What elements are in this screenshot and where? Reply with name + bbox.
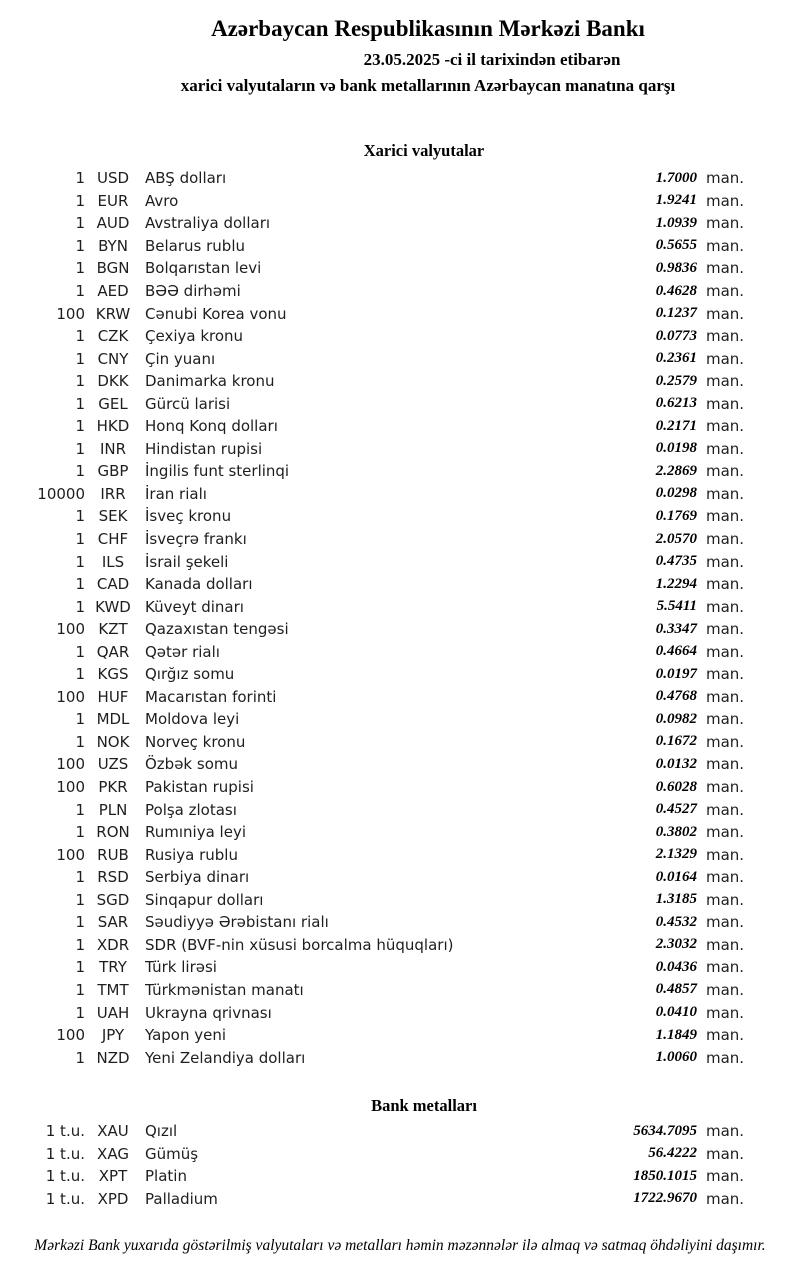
- currency-row-name: ABŞ dolları: [145, 169, 227, 188]
- metal-row-quantity: 1 t.u.: [45, 1144, 85, 1163]
- currency-row-name: İsveçrə frankı: [145, 530, 247, 549]
- currency-row-rate: 2.0570: [655, 530, 697, 547]
- currency-row: [0, 370, 800, 393]
- currency-row: [0, 325, 800, 348]
- currency-row-code: KRW: [95, 304, 131, 323]
- currency-row: [0, 280, 800, 303]
- currency-row-unit: man.: [706, 687, 745, 706]
- currency-row-rate: 0.1672: [655, 733, 697, 750]
- currency-row-code: ILS: [101, 552, 125, 571]
- currency-row-quantity: 1: [75, 259, 85, 278]
- currency-row-unit: man.: [706, 1003, 745, 1022]
- bulletin-subtitle: xarici valyutaların və bank metallarının Azərbaycan manatına qarşı: [180, 76, 676, 95]
- currency-row: [0, 708, 800, 731]
- currency-row-code: QAR: [96, 642, 130, 661]
- currency-row-code: RON: [96, 823, 130, 842]
- currency-row-quantity: 1: [75, 665, 85, 684]
- metal-row-code: XPT: [98, 1167, 128, 1186]
- currency-row: [0, 618, 800, 641]
- currency-row-quantity: 100: [56, 845, 85, 864]
- currency-row-code: NOK: [96, 732, 130, 751]
- metal-row-rate: 5634.7095: [633, 1122, 697, 1139]
- currency-row-name: İsrail şekeli: [145, 552, 229, 571]
- currency-row-name: Özbək somu: [145, 755, 238, 774]
- currency-row-code: XDR: [96, 935, 130, 954]
- currency-row-name: İran rialı: [145, 484, 207, 503]
- currency-row-quantity: 1: [75, 530, 85, 549]
- metal-row: [0, 1165, 800, 1188]
- currency-row-code: TMT: [97, 980, 129, 999]
- currency-row-unit: man.: [706, 710, 745, 729]
- currency-row: [0, 438, 800, 461]
- currency-row-rate: 0.0298: [655, 485, 697, 502]
- currency-row-quantity: 1: [75, 868, 85, 887]
- currency-row-rate: 0.0132: [655, 755, 697, 772]
- currency-row-unit: man.: [706, 282, 745, 300]
- currency-row-unit: man.: [706, 778, 745, 797]
- currency-row-quantity: 1: [75, 913, 85, 932]
- currency-row-code: CHF: [97, 530, 129, 549]
- currency-row-code: GEL: [98, 394, 128, 413]
- currency-row-rate: 0.4527: [655, 801, 697, 818]
- currency-row-unit: man.: [706, 372, 745, 391]
- currency-row-unit: man.: [706, 620, 745, 639]
- currency-row-unit: man.: [706, 417, 745, 436]
- currency-row-code: RSD: [97, 868, 129, 887]
- currency-row-rate: 0.0164: [655, 868, 697, 885]
- currency-row-name: Rusiya rublu: [145, 845, 238, 864]
- currency-row-quantity: 100: [56, 620, 85, 639]
- metal-row-rate: 1850.1015: [633, 1167, 697, 1184]
- currency-row-rate: 2.3032: [655, 936, 697, 953]
- currency-row-rate: 1.2294: [655, 575, 697, 592]
- currency-row-name: Yapon yeni: [145, 1026, 227, 1045]
- currency-row: [0, 392, 800, 415]
- currency-row: [0, 731, 800, 754]
- currency-row-rate: 1.1849: [655, 1026, 697, 1043]
- currency-row: [0, 573, 800, 596]
- currency-row-quantity: 1: [75, 823, 85, 842]
- currency-row-rate: 0.3802: [655, 823, 697, 840]
- currency-row-unit: man.: [706, 868, 745, 887]
- currency-row: [0, 415, 800, 438]
- bank-title: Azərbaycan Respublikasının Mərkəzi Bankı: [211, 16, 645, 41]
- currency-row-quantity: 1: [75, 462, 85, 481]
- currency-row-name: Hindistan rupisi: [145, 439, 263, 458]
- currency-row-code: PLN: [98, 800, 128, 819]
- currency-row-quantity: 1: [75, 282, 85, 300]
- currency-row-quantity: 1: [75, 372, 85, 391]
- currency-row: [0, 956, 800, 979]
- currency-row-unit: man.: [706, 1048, 745, 1067]
- metal-row-name: Qızıl: [145, 1122, 178, 1141]
- currency-row-unit: man.: [706, 552, 745, 571]
- currency-row-rate: 0.0982: [655, 710, 697, 727]
- currency-row-unit: man.: [706, 935, 745, 954]
- currency-row-quantity: 1: [75, 732, 85, 751]
- currency-row-quantity: 1: [75, 890, 85, 909]
- currency-row-rate: 2.1329: [655, 846, 697, 863]
- currency-row: [0, 257, 800, 280]
- currency-row: [0, 663, 800, 686]
- currency-row-name: İngilis funt sterlinqi: [145, 462, 290, 481]
- currency-row-code: NZD: [96, 1048, 130, 1067]
- currency-row-unit: man.: [706, 575, 745, 594]
- metal-row-unit: man.: [706, 1122, 745, 1141]
- currency-row-name: Qətər rialı: [145, 642, 220, 661]
- currency-row-name: Pakistan rupisi: [145, 778, 254, 797]
- currency-row: [0, 302, 800, 325]
- currency-row-rate: 0.3347: [655, 620, 697, 637]
- currency-row-rate: 0.4857: [655, 981, 697, 998]
- currency-row-rate: 1.9241: [655, 192, 697, 209]
- currency-row-quantity: 100: [56, 687, 85, 706]
- currency-row-quantity: 1: [75, 958, 85, 977]
- currency-row-unit: man.: [706, 823, 745, 842]
- currency-row-name: Avstraliya dolları: [145, 214, 271, 233]
- metal-row-quantity: 1 t.u.: [45, 1122, 85, 1141]
- currency-row-name: Rumıniya leyi: [145, 823, 246, 842]
- currency-row-rate: 0.5655: [655, 237, 697, 254]
- currency-row: [0, 483, 800, 506]
- currency-row-quantity: 1: [75, 169, 85, 188]
- currency-row-code: RUB: [97, 845, 129, 864]
- currency-row-rate: 0.0410: [655, 1004, 697, 1020]
- currency-row-name: Danimarka kronu: [145, 372, 275, 391]
- currency-row-name: Qırğız somu: [145, 665, 235, 684]
- currency-row-name: Serbiya dinarı: [145, 868, 250, 887]
- currency-row: [0, 979, 800, 1002]
- currency-row-name: SDR (BVF-nin xüsusi borcalma hüquqları): [145, 935, 454, 954]
- currency-row-quantity: 1: [75, 980, 85, 999]
- currency-row-name: Səudiyyə Ərəbistanı rialı: [145, 913, 329, 932]
- currency-row-code: IRR: [100, 484, 126, 503]
- currency-row-code: BYN: [98, 236, 128, 255]
- metal-row-code: XPD: [97, 1189, 129, 1208]
- currency-row-name: Moldova leyi: [145, 710, 240, 729]
- currency-row-unit: man.: [706, 327, 745, 346]
- currency-row-quantity: 10000: [37, 484, 85, 503]
- currency-row-name: Çexiya kronu: [145, 327, 244, 346]
- currency-row-code: UAH: [96, 1003, 130, 1022]
- metal-row-rate: 1722.9670: [633, 1190, 697, 1207]
- currency-row-rate: 0.0198: [655, 440, 697, 457]
- currency-row-quantity: 1: [75, 507, 85, 526]
- currency-row-unit: man.: [706, 980, 745, 999]
- currency-row-unit: man.: [706, 665, 745, 684]
- currency-row-name: Gürcü larisi: [145, 394, 231, 413]
- currency-row-name: Bolqarıstan levi: [145, 259, 262, 278]
- metal-row: [0, 1143, 800, 1166]
- currency-row-unit: man.: [706, 890, 745, 909]
- currency-row: [0, 212, 800, 235]
- currency-row: [0, 1001, 800, 1024]
- currency-row-name: BƏƏ dirhəmi: [145, 282, 241, 300]
- currency-row: [0, 505, 800, 528]
- metal-row-code: XAU: [97, 1122, 129, 1141]
- currency-row: [0, 167, 800, 190]
- currency-row-unit: man.: [706, 394, 745, 413]
- currency-row-rate: 0.6213: [655, 395, 697, 412]
- currency-row-rate: 1.7000: [655, 169, 697, 186]
- currency-row-rate: 5.5411: [656, 598, 697, 615]
- currency-row-unit: man.: [706, 236, 745, 255]
- metal-row-code: XAG: [97, 1144, 129, 1163]
- currency-row-unit: man.: [706, 530, 745, 549]
- currency-row-code: INR: [99, 439, 127, 458]
- currency-row: [0, 235, 800, 258]
- currency-row-unit: man.: [706, 214, 745, 233]
- currency-row-quantity: 1: [75, 191, 85, 210]
- currency-row-rate: 0.6028: [655, 778, 697, 795]
- currency-row-rate: 0.0197: [655, 665, 697, 682]
- footer-disclaimer: Mərkəzi Bank yuxarıda göstərilmiş valyutaları və metalları həmin məzənnələr ilə almaq və satmaq öhdəliyini daşımır.: [34, 1237, 766, 1254]
- currency-row-unit: man.: [706, 349, 745, 368]
- currency-row-code: SEK: [98, 507, 128, 526]
- currency-row-rate: 2.2869: [655, 462, 697, 479]
- currency-row-rate: 1.0060: [655, 1049, 697, 1066]
- currency-row-name: Cənubi Korea vonu: [145, 304, 287, 323]
- currency-row-unit: man.: [706, 484, 745, 503]
- currency-row-code: EUR: [97, 191, 129, 210]
- currency-row-name: Macarıstan forinti: [145, 687, 277, 706]
- currency-row-unit: man.: [706, 913, 745, 932]
- effective-date-line: 23.05.2025 -ci il tarixindən etibarən: [363, 50, 621, 69]
- currency-row-unit: man.: [706, 259, 745, 278]
- currency-row: [0, 1046, 800, 1069]
- currency-row-rate: 0.1237: [655, 305, 697, 322]
- currency-row-rate: 0.2579: [655, 372, 697, 389]
- currency-row: [0, 1024, 800, 1047]
- currency-row-unit: man.: [706, 304, 745, 323]
- currency-row-code: CNY: [97, 349, 129, 368]
- currency-row-quantity: 100: [56, 1026, 85, 1045]
- currency-row-quantity: 1: [75, 800, 85, 819]
- currency-row-quantity: 1: [75, 1048, 85, 1067]
- currency-row-code: BGN: [96, 259, 130, 278]
- currency-row-rate: 0.4735: [655, 553, 697, 570]
- currency-row-rate: 0.0436: [655, 958, 697, 975]
- currency-row-rate: 0.2171: [655, 417, 697, 434]
- currency-row-name: Ukrayna qrivnası: [145, 1003, 272, 1022]
- metal-row-name: Platin: [145, 1167, 187, 1186]
- metal-row-name: Gümüş: [145, 1144, 199, 1163]
- currency-row: [0, 911, 800, 934]
- currency-row: [0, 640, 800, 663]
- currency-row: [0, 347, 800, 370]
- metal-row-rate: 56.4222: [648, 1145, 697, 1162]
- currency-row-quantity: 1: [75, 710, 85, 729]
- currency-row-quantity: 1: [75, 439, 85, 458]
- currency-row-rate: 0.1769: [655, 507, 697, 524]
- currencies-table: [0, 167, 800, 1069]
- currency-row-name: İsveç kronu: [145, 507, 232, 526]
- currency-row: [0, 550, 800, 573]
- currency-row-rate: 0.4664: [655, 643, 697, 660]
- currency-row-name: Küveyt dinarı: [145, 597, 244, 616]
- currency-row: [0, 686, 800, 709]
- currency-row-code: HUF: [97, 687, 129, 706]
- currency-row-rate: 1.3185: [655, 891, 697, 908]
- currency-row-name: Belarus rublu: [145, 236, 246, 255]
- currency-row-code: DKK: [97, 372, 129, 391]
- currency-row-code: USD: [96, 169, 130, 188]
- currency-row-quantity: 1: [75, 552, 85, 571]
- currency-row: [0, 528, 800, 551]
- currency-row-rate: 0.4532: [655, 913, 697, 930]
- currency-row-unit: man.: [706, 732, 745, 751]
- currency-row-unit: man.: [706, 191, 745, 210]
- currency-row-unit: man.: [706, 507, 745, 526]
- currency-row: [0, 776, 800, 799]
- currency-row-name: Avro: [145, 191, 179, 210]
- metal-row: [0, 1188, 800, 1211]
- currency-row-quantity: 1: [75, 575, 85, 594]
- currency-row-rate: 0.4628: [655, 282, 697, 299]
- metal-row-quantity: 1 t.u.: [45, 1189, 85, 1208]
- currency-row: [0, 843, 800, 866]
- metal-row-unit: man.: [706, 1167, 745, 1186]
- currency-row-quantity: 1: [75, 236, 85, 255]
- currency-row-rate: 0.9836: [655, 259, 697, 276]
- currency-row-unit: man.: [706, 462, 745, 481]
- currency-row-code: SGD: [96, 890, 130, 909]
- currency-row-name: Çin yuanı: [145, 349, 216, 368]
- currency-row-code: TRY: [99, 958, 127, 977]
- currency-row-name: Türkmənistan manatı: [145, 980, 304, 999]
- currency-row-name: Sinqapur dolları: [145, 890, 264, 909]
- currency-row: [0, 866, 800, 889]
- currency-row: [0, 889, 800, 912]
- currency-row-rate: 1.0939: [655, 214, 697, 231]
- currency-row-quantity: 1: [75, 394, 85, 413]
- currency-row-quantity: 100: [56, 755, 85, 774]
- currency-row-code: CZK: [97, 327, 129, 346]
- currency-row-code: JPY: [101, 1026, 125, 1045]
- currency-row-name: Türk lirəsi: [145, 958, 217, 977]
- currency-row-unit: man.: [706, 439, 745, 458]
- currency-row-name: Kanada dolları: [145, 575, 253, 594]
- currency-row-code: AUD: [96, 214, 130, 233]
- metal-row-name: Palladium: [145, 1189, 218, 1208]
- currency-row-code: GBP: [97, 462, 129, 481]
- currency-row-code: UZS: [97, 755, 129, 774]
- currency-row: [0, 798, 800, 821]
- currency-row-quantity: 1: [75, 417, 85, 436]
- currency-row-unit: man.: [706, 169, 745, 188]
- metal-row-unit: man.: [706, 1144, 745, 1163]
- currency-row-name: Qazaxıstan tengəsi: [145, 620, 289, 639]
- currency-row-code: KWD: [95, 597, 131, 616]
- currency-row-quantity: 1: [75, 327, 85, 346]
- currency-row-quantity: 1: [75, 349, 85, 368]
- currency-row: [0, 595, 800, 618]
- currency-row: [0, 460, 800, 483]
- currency-row-rate: 0.4768: [655, 688, 697, 705]
- currency-row-code: KGS: [97, 665, 129, 684]
- metals-section-title: Bank metalları: [371, 1096, 477, 1115]
- currency-row-code: PKR: [98, 778, 128, 797]
- currency-row-quantity: 1: [75, 1003, 85, 1022]
- currency-row-quantity: 1: [75, 597, 85, 616]
- currency-row-name: Honq Konq dolları: [145, 417, 278, 436]
- currency-row-code: MDL: [96, 710, 130, 729]
- currency-row-code: HKD: [96, 417, 130, 436]
- currency-row-code: SAR: [97, 913, 129, 932]
- currency-row: [0, 821, 800, 844]
- currency-row-quantity: 1: [75, 935, 85, 954]
- currency-row-name: Yeni Zelandiya dolları: [145, 1048, 306, 1067]
- currency-row-quantity: 100: [56, 778, 85, 797]
- metals-table: [0, 1120, 800, 1210]
- currency-row-unit: man.: [706, 642, 745, 661]
- currency-row-unit: man.: [706, 1026, 745, 1045]
- currency-row-code: AED: [97, 282, 129, 300]
- currency-row-quantity: 100: [56, 304, 85, 323]
- metal-row: [0, 1120, 800, 1143]
- currency-row-rate: 0.2361: [655, 350, 697, 367]
- metal-row-quantity: 1 t.u.: [45, 1167, 85, 1186]
- currency-row-quantity: 1: [75, 642, 85, 661]
- currencies-section-title: Xarici valyutalar: [363, 141, 485, 160]
- currency-row-unit: man.: [706, 800, 745, 819]
- currency-row-name: Polşa zlotası: [145, 800, 237, 819]
- currency-row-unit: man.: [706, 845, 745, 864]
- currency-row-unit: man.: [706, 755, 745, 774]
- currency-row: [0, 753, 800, 776]
- currency-row-name: Norveç kronu: [145, 732, 246, 751]
- currency-row-unit: man.: [706, 958, 745, 977]
- metal-row-unit: man.: [706, 1189, 745, 1208]
- currency-row-code: CAD: [96, 575, 130, 594]
- currency-row-rate: 0.0773: [655, 327, 697, 344]
- currency-row-unit: man.: [706, 597, 745, 616]
- currency-row-code: KZT: [98, 620, 128, 639]
- currency-row: [0, 190, 800, 213]
- currency-row-quantity: 1: [75, 214, 85, 233]
- currency-row: [0, 934, 800, 957]
